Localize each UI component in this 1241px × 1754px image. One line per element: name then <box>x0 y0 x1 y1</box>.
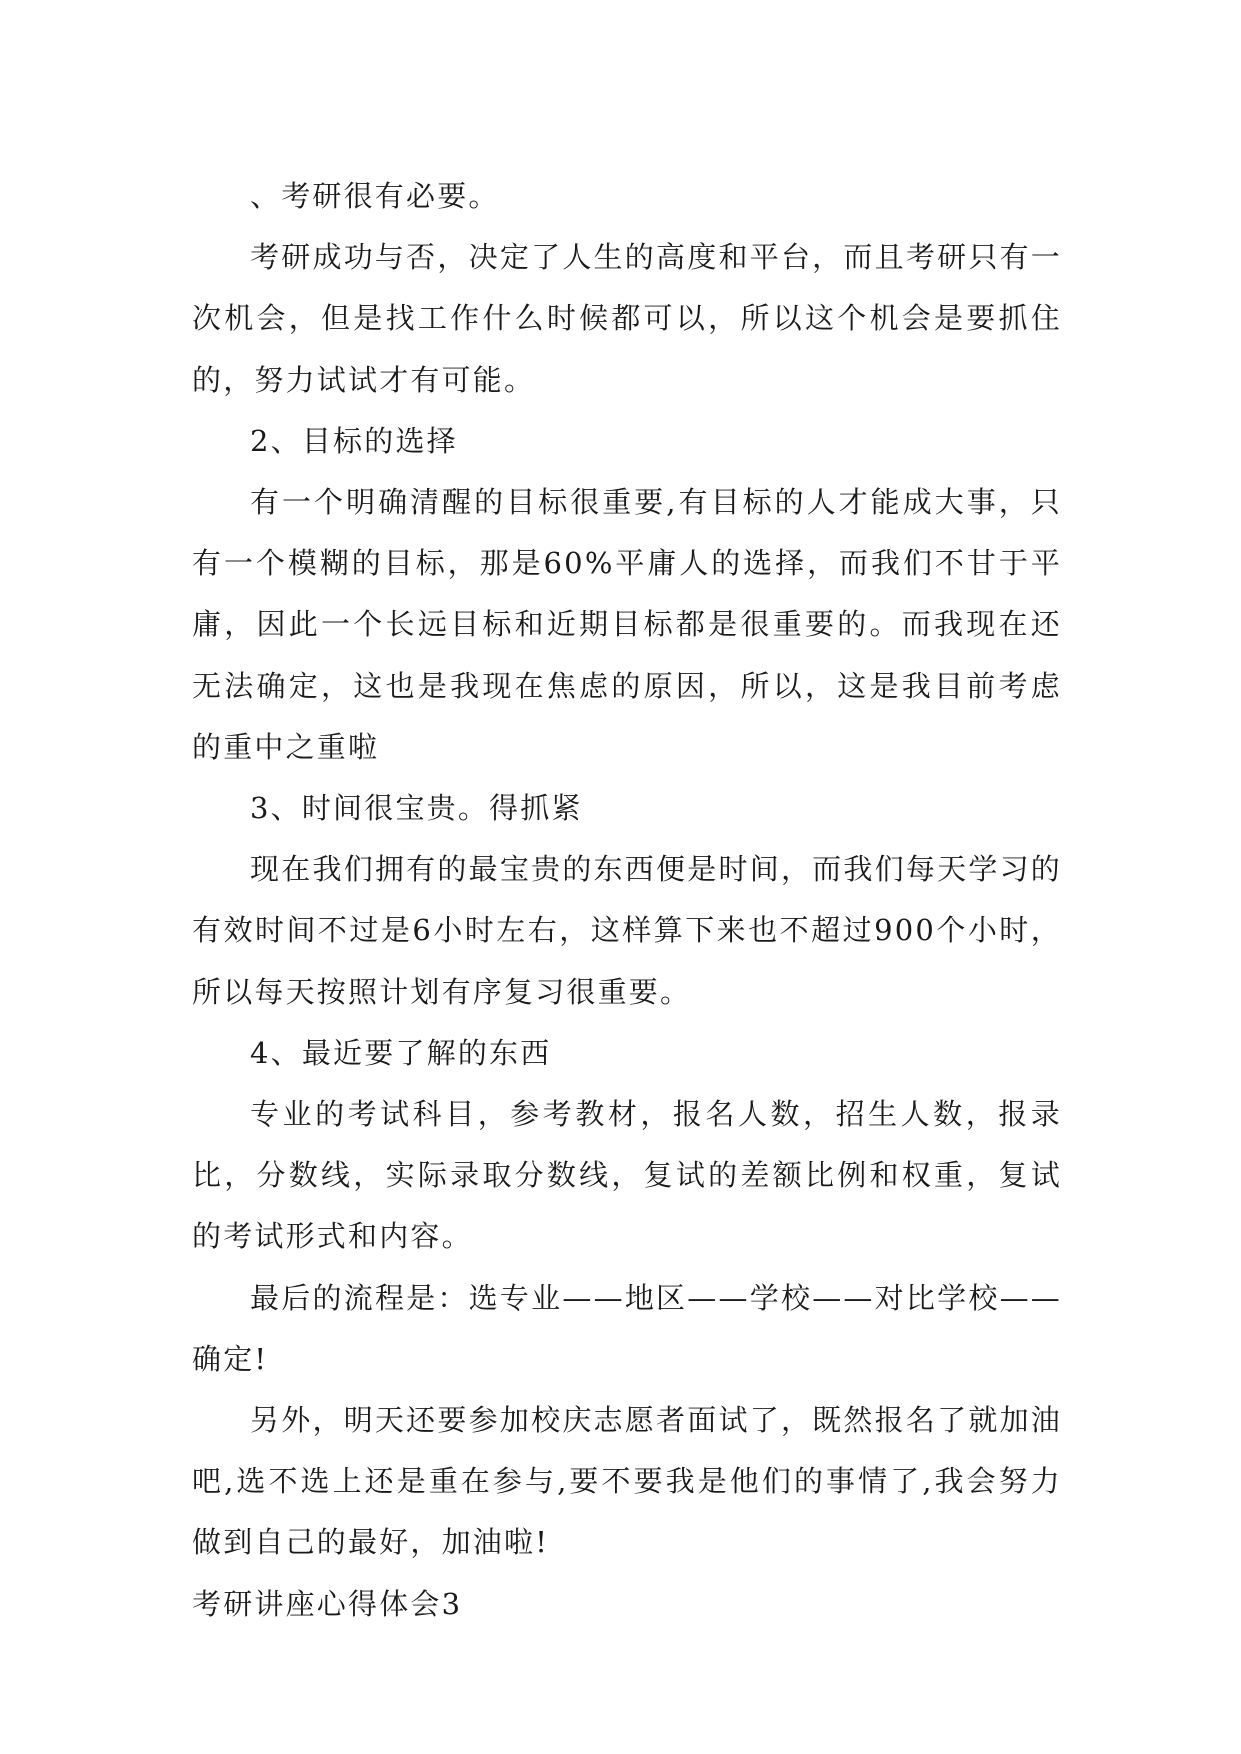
paragraph-time: 现在我们拥有的最宝贵的东西便是时间，而我们每天学习的有效时间不过是6小时左右，这样算下来也不超过900个小时，所以每天按照计划有序复习很重要。 <box>192 852 1062 1009</box>
section-heading-to-learn: 4、最近要了解的东西 <box>250 1035 552 1070</box>
paragraph-goal: 有一个明确清醒的目标很重要,有目标的人才能成大事，只有一个模糊的目标，那是60%平庸人的选择，而我们不甘于平庸，因此一个长远目标和近期目标都是很重要的。而我现在还无法确定，这也是我现在焦虑的原因，所以，这是我目前考虑的重中之重啦 <box>192 485 1062 764</box>
next-article-title: 考研讲座心得体会3 <box>192 1586 463 1621</box>
paragraph-volunteer: 另外，明天还要参加校庆志愿者面试了，既然报名了就加油吧,选不选上还是重在参与,要不要我是他们的事情了,我会努力做到自己的最好，加油啦! <box>192 1403 1062 1560</box>
paragraph-necessity: 考研成功与否，决定了人生的高度和平台，而且考研只有一次机会，但是找工作什么时候都可以，所以这个机会是要抓住的，努力试试才有可能。 <box>192 240 1062 397</box>
section-heading-necessity: 、考研很有必要。 <box>250 179 500 213</box>
paragraph-process: 最后的流程是：选专业——地区——学校——对比学校——确定! <box>192 1280 1062 1376</box>
paragraph-to-learn: 专业的考试科目，参考教材，报名人数，招生人数，报录比，分数线，实际录取分数线，复试的差额比例和权重，复试的考试形式和内容。 <box>192 1097 1062 1254</box>
section-heading-goal: 2、目标的选择 <box>250 423 458 458</box>
section-heading-time: 3、时间很宝贵。得抓紧 <box>250 791 583 826</box>
document-body <box>192 166 1062 1635</box>
